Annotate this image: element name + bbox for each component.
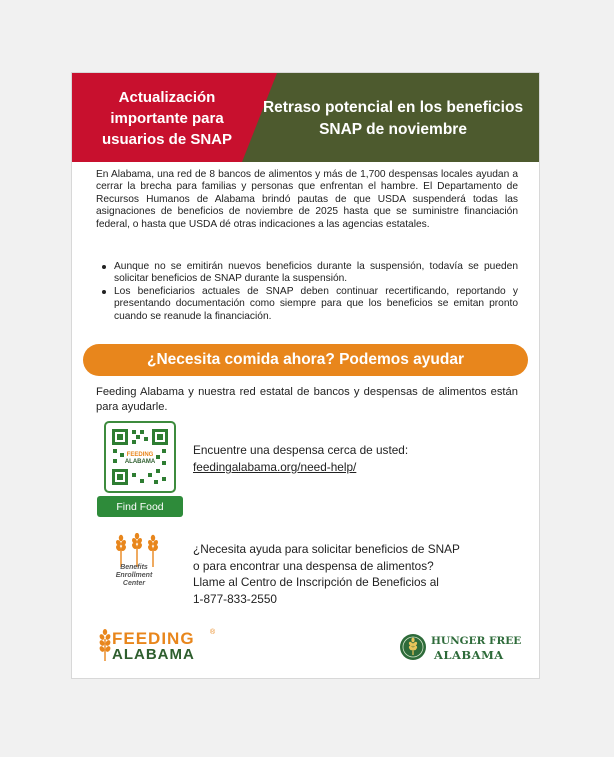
- phone-number[interactable]: 1-877-833-2550: [193, 591, 277, 606]
- header-left-title: Actualización importante para usuarios de SNAP: [101, 89, 233, 148]
- registered-mark: ®: [210, 629, 216, 636]
- help-line: Llame al Centro de Inscripción de Beneficios al: [193, 575, 439, 589]
- qr-text-bottom: ALABAMA: [124, 459, 156, 465]
- list-item: Los beneficiarios actuales de SNAP deben continuar recertificando, reportando y presentando documentación como siempre para que los beneficios se emitan pronto cuando se reanude la financiación.: [96, 286, 518, 323]
- list-item: Aunque no se emitirán nuevos beneficios durante la suspensión, todavía se pueden solicitar beneficios de SNAP durante la suspensión.: [96, 261, 518, 286]
- feeding-alabama-logo-icon: [98, 629, 112, 661]
- hunger-free-alabama-badge-icon: [399, 633, 427, 661]
- need-help-link[interactable]: feedingalabama.org/need-help/: [193, 460, 357, 474]
- feeding-alabama-logo-bottom: ALABAMA: [112, 646, 195, 663]
- header-right-title: Retraso potencial en los beneficios SNAP de noviembre: [262, 98, 524, 138]
- bec-line: Center: [122, 580, 146, 587]
- qr-code-icon[interactable]: [104, 421, 176, 493]
- hunger-free-logo-bottom: ALABAMA: [434, 648, 504, 662]
- feeding-alabama-logo-top: FEEDING: [112, 629, 195, 648]
- benefits-enrollment-logo: [102, 564, 166, 588]
- support-paragraph: Feeding Alabama y nuestra red estatal de bancos y despensas de alimentos están para ayudarle.: [96, 386, 518, 413]
- qr-text-top: FEEDING: [126, 452, 154, 458]
- intro-paragraph: En Alabama, una red de 8 bancos de alimentos y más de 1,700 despensas locales ayudan a cerrar la brecha para familias y personas que enfrentan el hambre. El Departamento de Recursos Humanos de Alabama brindó pautas de que USDA suspenderá todas las asignaciones de beneficios de noviembre de 2025 hasta que se suministre financiación federal, o hasta que USDA dé otras indicaciones a las agencias estatales.: [96, 169, 518, 230]
- bec-line: Enrollment: [115, 572, 153, 579]
- find-food-button[interactable]: Find Food: [97, 496, 183, 517]
- hunger-free-logo-top: HUNGER FREE: [431, 635, 522, 647]
- help-banner: ¿Necesita comida ahora? Podemos ayudar: [83, 344, 528, 376]
- header: [72, 73, 540, 162]
- help-line: o para encontrar una despensa de alimentos?: [193, 558, 434, 573]
- benefits-help-text: [193, 541, 513, 607]
- flyer-card: [71, 72, 540, 679]
- help-line: ¿Necesita ayuda para solicitar beneficios de SNAP: [193, 542, 460, 556]
- bullet-list: [96, 261, 518, 323]
- find-pantry-text: Encuentre una despensa cerca de usted:: [193, 443, 409, 457]
- wheat-icon: [108, 533, 166, 567]
- bec-line: Benefits: [120, 564, 148, 571]
